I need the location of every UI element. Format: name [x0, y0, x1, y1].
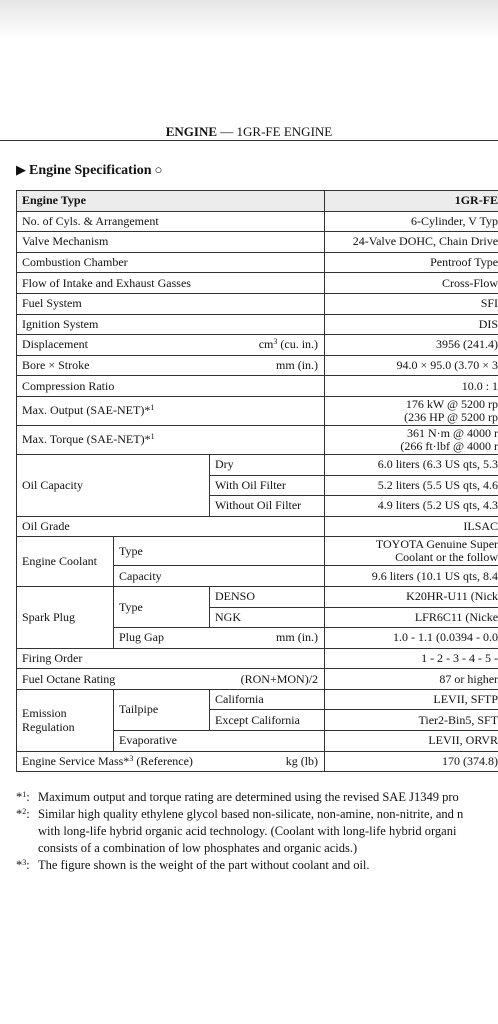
- row-value: 1 - 2 - 3 - 4 - 5 -: [325, 648, 498, 669]
- footnote-mark: *$^3$:: [16, 858, 30, 872]
- row-label: Displacement: [17, 335, 172, 356]
- row-label: [17, 689, 114, 751]
- triangle-icon: ▶: [16, 162, 26, 177]
- row-unit: kg (lb): [210, 751, 325, 772]
- header-rule: [0, 140, 498, 141]
- table-row: [17, 293, 498, 314]
- unit-text: cm: [258, 337, 274, 352]
- footnote-mark: *$^1$:: [16, 790, 30, 804]
- mark-star: *: [16, 858, 23, 872]
- table-row: [17, 648, 498, 669]
- row-label: No. of Cyls. & Arrangement: [17, 211, 325, 232]
- table-row: [17, 211, 498, 232]
- mark-star: *: [16, 807, 23, 821]
- sub-label: Plug Gap: [114, 628, 210, 649]
- footnotes: [16, 789, 498, 874]
- head-value: 1GR-FE: [325, 191, 498, 212]
- table-row: [17, 376, 498, 397]
- table-row: [17, 191, 498, 212]
- table-row: [17, 586, 498, 607]
- row-value: LFR6C11 (Nicke: [325, 607, 498, 628]
- table-row: [17, 689, 498, 710]
- row-label: Fuel Octane Rating: [17, 669, 172, 690]
- value-line-2: Coolant or the follow: [395, 550, 498, 565]
- row-value: 24-Valve DOHC, Chain Drive: [325, 232, 498, 253]
- row-value: 3956 (241.4): [325, 335, 498, 356]
- top-shadow: [0, 0, 498, 40]
- table-row: [17, 454, 498, 475]
- row-label: Ignition System: [17, 314, 325, 335]
- row-value: LEVII, SFTP: [325, 689, 498, 710]
- row-value: Pentroof Type: [325, 252, 498, 273]
- sub-label: Type: [114, 586, 210, 627]
- header-rest: 1GR-FE ENGINE: [236, 124, 333, 139]
- table-row: [17, 516, 498, 537]
- label-sup: 1: [150, 403, 155, 413]
- footnote-line: Maximum output and torque rating are determined using the revised SAE J1349 pro: [38, 790, 459, 804]
- mark-sup: 2: [22, 807, 27, 816]
- table-row: [17, 335, 498, 356]
- page-header: [0, 124, 498, 140]
- row-value: ILSAC: [325, 516, 498, 537]
- section-title-text: Engine Specification: [29, 163, 152, 178]
- value-line-2: (266 ft·lbf @ 4000 r: [400, 438, 498, 453]
- row-label: Fuel System: [17, 293, 325, 314]
- row-unit: (RON+MON)/2: [172, 669, 325, 690]
- sub-label: Capacity: [114, 566, 325, 587]
- value-line-1: 361 N·m @ 4000 r: [407, 425, 498, 440]
- row-label: Firing Order: [17, 648, 325, 669]
- row-value: 6.0 liters (6.3 US qts, 5.3: [325, 454, 498, 475]
- mark-star: *: [16, 790, 23, 804]
- sub-label: Evaporative: [114, 731, 325, 752]
- row-value: Cross-Flow: [325, 273, 498, 294]
- table-row: [17, 252, 498, 273]
- row-value: [325, 396, 498, 425]
- row-value: DIS: [325, 314, 498, 335]
- head-label: Engine Type: [17, 191, 325, 212]
- row-value: [325, 425, 498, 454]
- row-unit: mm (in.): [210, 628, 325, 649]
- footnote-line: Similar high quality ethylene glycol based non-silicate, non-amine, non-nitrite, and n: [38, 807, 464, 821]
- row-value: 10.0 : 1: [325, 376, 498, 397]
- row-value: 1.0 - 1.1 (0.0394 - 0.0: [325, 628, 498, 649]
- row-label: Oil Capacity: [17, 454, 210, 516]
- footnote-text: [38, 806, 463, 857]
- sub-label: California: [210, 689, 325, 710]
- section-title: [16, 162, 162, 179]
- row-value: 9.6 liters (10.1 US qts, 8.4: [325, 566, 498, 587]
- sub-label: DENSO: [210, 586, 325, 607]
- row-value: 170 (374.8): [325, 751, 498, 772]
- footnote: [16, 806, 498, 857]
- sub-label: NGK: [210, 607, 325, 628]
- label-sup: 1: [150, 432, 155, 442]
- table-row: [17, 425, 498, 454]
- label-text: Engine Service Mass*: [22, 753, 130, 768]
- footnote-text: [38, 789, 459, 806]
- sub-label: Type: [114, 537, 325, 566]
- mark-sup: 1: [22, 790, 27, 799]
- footnote-line: consists of a combination of low phosphates and organic acids.): [38, 841, 358, 855]
- row-label: Bore × Stroke: [17, 355, 172, 376]
- header-sep: —: [217, 124, 237, 139]
- row-value: SFI: [325, 293, 498, 314]
- label-line-1: Emission: [22, 706, 67, 721]
- spec-table: [16, 190, 498, 772]
- table-row: [17, 669, 498, 690]
- row-label: [17, 425, 325, 454]
- header-bold: ENGINE: [165, 124, 218, 139]
- row-value: Tier2-Bin5, SFT: [325, 710, 498, 731]
- table-row: [17, 537, 498, 566]
- row-value: [325, 537, 498, 566]
- label-rest: (Reference): [133, 753, 193, 768]
- table-row: [17, 273, 498, 294]
- sub-label: Except California: [210, 710, 325, 731]
- value-line-1: 176 kW @ 5200 rp: [405, 396, 498, 411]
- footnote: [16, 789, 498, 806]
- row-label: Valve Mechanism: [17, 232, 325, 253]
- row-unit: mm (in.): [172, 355, 325, 376]
- label-sup: 3: [129, 753, 134, 763]
- row-value: 4.9 liters (5.2 US qts, 4.3: [325, 496, 498, 517]
- label-line-2: Regulation: [22, 720, 75, 735]
- row-label: Spark Plug: [17, 586, 114, 648]
- row-label: Oil Grade: [17, 516, 325, 537]
- unit-rest: (cu. in.): [277, 337, 319, 352]
- table-row: [17, 396, 498, 425]
- row-value: LEVII, ORVR: [325, 731, 498, 752]
- label-text: Max. Torque (SAE-NET)*: [22, 432, 151, 447]
- row-label: Combustion Chamber: [17, 252, 325, 273]
- circle-icon: ○: [154, 162, 163, 177]
- footnote-line: The figure shown is the weight of the part without coolant and oil.: [38, 858, 370, 872]
- sub-label: Without Oil Filter: [210, 496, 325, 517]
- row-unit: [172, 335, 325, 356]
- footnote: [16, 857, 498, 874]
- value-line-1: TOYOTA Genuine Super: [375, 537, 498, 552]
- sub-label: Dry: [210, 454, 325, 475]
- row-label: [17, 751, 210, 772]
- row-label: Flow of Intake and Exhaust Gasses: [17, 273, 325, 294]
- row-label: Engine Coolant: [17, 537, 114, 587]
- row-value: 6-Cylinder, V Typ: [325, 211, 498, 232]
- mark-sup: 3: [22, 858, 27, 867]
- footnote-text: [38, 857, 370, 874]
- footnote-mark: *$^2$:: [16, 807, 30, 821]
- table-row: [17, 314, 498, 335]
- label-text: Max. Output (SAE-NET)*: [22, 403, 151, 418]
- unit-sup: 3: [273, 337, 278, 347]
- value-line-2: (236 HP @ 5200 rp: [404, 409, 498, 424]
- footnote-line: with long-life hybrid organic acid technology. (Coolant with long-life hybrid organi: [38, 824, 457, 838]
- row-label: [17, 396, 325, 425]
- row-value: 5.2 liters (5.5 US qts, 4.6: [325, 475, 498, 496]
- row-value: 87 or higher: [325, 669, 498, 690]
- row-label: Compression Ratio: [17, 376, 325, 397]
- table-row: [17, 751, 498, 772]
- table-row: [17, 232, 498, 253]
- sub-label: Tailpipe: [114, 689, 210, 730]
- row-value: K20HR-U11 (Nick: [325, 586, 498, 607]
- row-value: 94.0 × 95.0 (3.70 × 3: [325, 355, 498, 376]
- sub-label: With Oil Filter: [210, 475, 325, 496]
- table-row: [17, 355, 498, 376]
